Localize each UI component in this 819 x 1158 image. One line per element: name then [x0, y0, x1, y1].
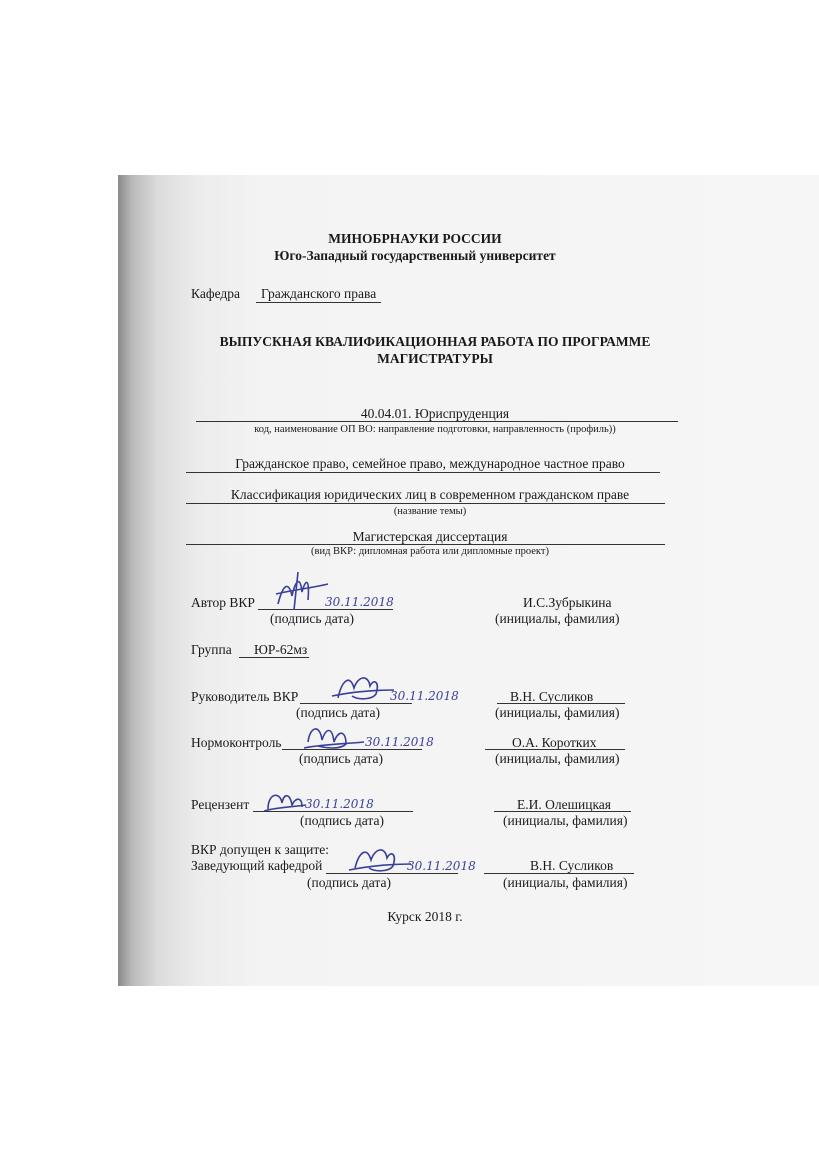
reviewer-sign-caption: (подпись дата)	[300, 813, 384, 828]
reviewer-name: Е.И. Олешицкая	[517, 797, 611, 812]
topic-caption: (название темы)	[393, 506, 467, 517]
program-code-underline	[196, 421, 678, 422]
city-year: Курск 2018 г.	[387, 909, 463, 924]
program-code: 40.04.01. Юриспруденция	[360, 406, 510, 421]
head-sign-caption: (подпись дата)	[307, 875, 391, 890]
program-code-caption: код, наименование ОП ВО: направление подготовки, направленность (профиль))	[254, 424, 616, 435]
head-signature	[345, 840, 415, 878]
normcontrol-name: О.А. Коротких	[512, 735, 597, 750]
author-name-caption: (инициалы, фамилия)	[495, 611, 620, 626]
work-type-caption: (вид ВКР: дипломная работа или дипломные проект)	[311, 546, 549, 557]
normcontrol-name-caption: (инициалы, фамилия)	[495, 751, 620, 766]
supervisor-signature	[328, 668, 398, 708]
author-sign-caption: (подпись дата)	[270, 611, 354, 626]
author-name: И.С.Зубрыкина	[523, 595, 612, 610]
group-label: Группа	[191, 642, 232, 657]
head-sign-date: 30.11.2018	[407, 859, 476, 873]
author-signature	[272, 570, 332, 612]
group-underline	[239, 657, 309, 658]
supervisor-name: В.Н. Сусликов	[510, 689, 594, 704]
author-sign-date: 30.11.2018	[325, 595, 394, 609]
work-title-line2: МАГИСТРАТУРЫ	[377, 351, 493, 366]
work-type-underline	[186, 544, 665, 545]
normcontrol-sign-date: 30.11.2018	[365, 735, 434, 749]
department-label: Кафедра	[191, 286, 240, 301]
head-name: В.Н. Сусликов	[530, 858, 614, 873]
department-underline	[256, 302, 381, 303]
normcontrol-label: Нормоконтроль	[191, 735, 282, 750]
university-name: Юго-Западный государственный университет	[274, 248, 556, 263]
supervisor-sign-date: 30.11.2018	[390, 689, 459, 703]
topic-value: Классификация юридических лиц в современном гражданском праве	[230, 487, 630, 502]
program-profile-underline	[186, 472, 660, 473]
normcontrol-name-underline	[485, 749, 625, 750]
supervisor-name-caption: (инициалы, фамилия)	[495, 705, 620, 720]
reviewer-name-caption: (инициалы, фамилия)	[503, 813, 628, 828]
admission-label: ВКР допущен к защите:	[191, 842, 329, 857]
reviewer-name-underline	[494, 811, 631, 812]
head-name-caption: (инициалы, фамилия)	[503, 875, 628, 890]
reviewer-label: Рецензент	[191, 797, 250, 812]
ministry-name: МИНОБРНАУКИ РОССИИ	[328, 231, 502, 246]
department-value: Гражданского права	[261, 286, 377, 301]
reviewer-sign-date: 30.11.2018	[305, 797, 374, 811]
group-value: ЮР-62мз	[254, 642, 308, 657]
head-of-department-label: Заведующий кафедрой	[191, 858, 323, 873]
normcontrol-sign-caption: (подпись дата)	[299, 751, 383, 766]
supervisor-label: Руководитель ВКР	[191, 689, 299, 704]
work-title-line1: ВЫПУСКНАЯ КВАЛИФИКАЦИОННАЯ РАБОТА ПО ПРОГРАММЕ	[219, 334, 651, 349]
topic-underline	[186, 503, 665, 504]
work-type-value: Магистерская диссертация	[352, 529, 508, 544]
author-label: Автор ВКР	[191, 595, 255, 610]
supervisor-name-underline	[497, 703, 625, 704]
supervisor-sign-caption: (подпись дата)	[296, 705, 380, 720]
program-profile: Гражданское право, семейное право, международное частное право	[235, 456, 625, 471]
head-name-underline	[484, 873, 634, 874]
